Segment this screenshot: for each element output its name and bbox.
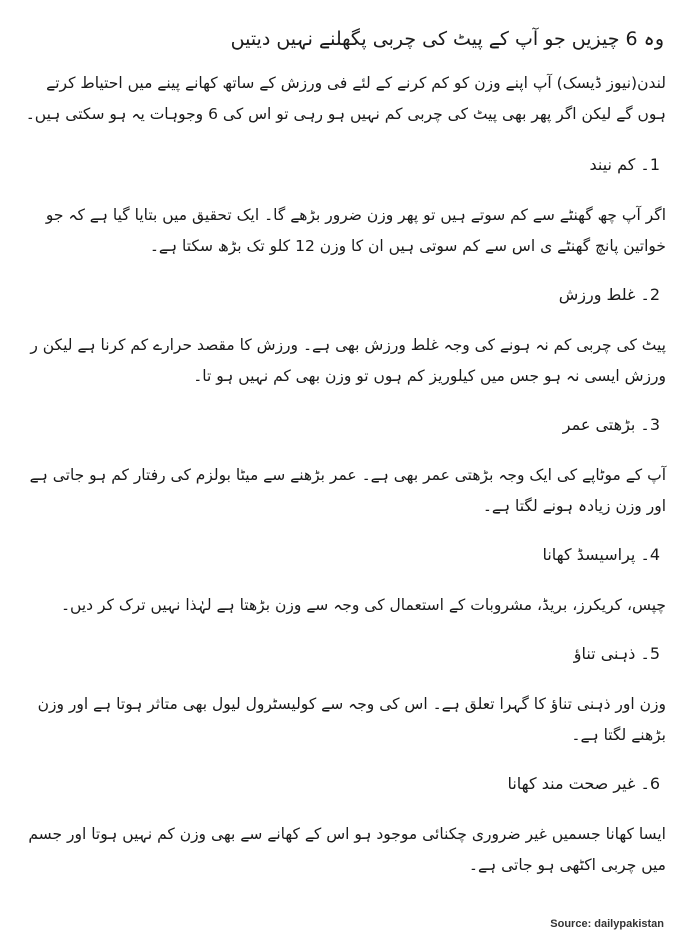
section-body: آپ کے موٹاپے کی ایک وجہ بڑھتی عمر بھی ہے۔ عمر بڑھنے سے میٹا بولزم کی رفتار کم ہو جاتی ہے اور وزن زیادہ ہونے لگتا ہے۔: [29, 466, 666, 515]
section-heading: 1۔ کم نیند: [589, 155, 660, 174]
source-credit: Source: dailypakistan: [550, 918, 664, 930]
section-body: وزن اور ذہنی تناؤ کا گہرا تعلق ہے۔ اس کی وجہ سے کولیسٹرول لیول بھی متاثر ہوتا ہے اور وزن بڑھنے لگتا ہے۔: [37, 695, 666, 744]
section-heading: 4۔ پراسیسڈ کھانا: [542, 545, 660, 564]
intro-paragraph: لندن(نیوز ڈیسک) آپ اپنے وزن کو کم کرنے کے لئے فی ورزش کے ساتھ کھانے پینے میں احتیاط کرتے ہوں گے لیکن اگر پھر بھی پیٹ کی چربی کم نہیں ہو رہی تو اس کی 6 وجوہات یہ ہو سکتی ہیں۔: [25, 74, 666, 123]
section-heading: 6۔ غیر صحت مند کھانا: [507, 774, 660, 793]
section-4: [14, 542, 666, 621]
section-body: چپس، کریکرز، بریڈ، مشروبات کے استعمال کی وجہ سے وزن بڑھتا ہے لہٰذا نہیں ترک کر دیں۔: [60, 596, 666, 614]
section-body: پیٹ کی چربی کم نہ ہونے کی وجہ غلط ورزش بھی ہے۔ ورزش کا مقصد حرارے کم کرنا ہے لیکن ر ورزش ایسی نہ ہو جس میں کیلوریز کم ہوں تو وزن بھی کم نہیں ہو تا۔: [30, 336, 666, 385]
section-1: [14, 152, 666, 262]
section-5: [14, 641, 666, 751]
article-title: وہ 6 چیزیں جو آپ کے پیٹ کی چربی پگھلنے نہیں دیتیں: [230, 28, 664, 50]
section-body: ایسا کھانا جسمیں غیر ضروری چکنائی موجود ہو اس کے کھانے سے بھی وزن کم نہیں ہوتا اور جسم میں چربی اکٹھی ہو جاتی ہے۔: [28, 825, 666, 874]
section-heading: 3۔ بڑھتی عمر: [562, 415, 660, 434]
section-3: [14, 412, 666, 522]
section-body: اگر آپ چھ گھنٹے سے کم سوتے ہیں تو پھر وزن ضرور بڑھے گا۔ ایک تحقیق میں بتایا گیا ہے کہ جو خواتین پانچ گھنٹے ی اس سے کم سوتی ہیں ان کا وزن 12 کلو تک بڑھ سکتا ہے۔: [45, 206, 666, 255]
section-2: [14, 282, 666, 392]
section-heading: 2۔ غلط ورزش: [558, 285, 660, 304]
section-6: [14, 771, 666, 881]
section-heading: 5۔ ذہنی تناؤ: [573, 644, 660, 663]
